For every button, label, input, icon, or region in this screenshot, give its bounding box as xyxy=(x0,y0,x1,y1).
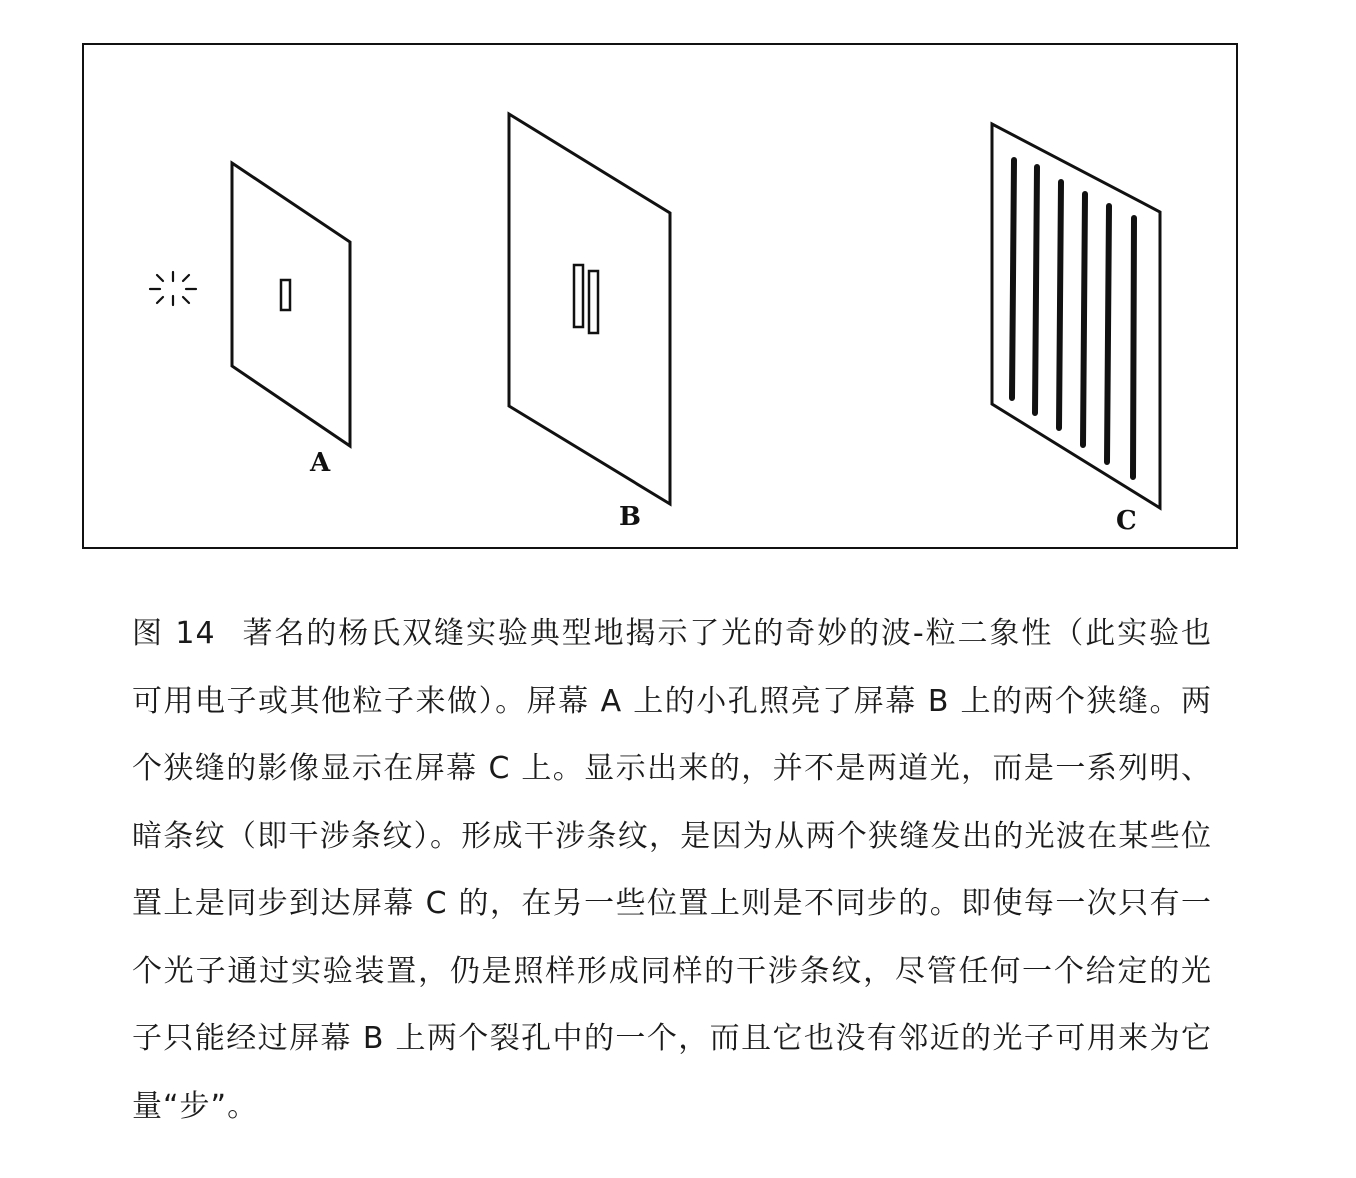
caption-text: 著名的杨氏双缝实验典型地揭示了光的奇妙的波-粒二象性（此实验也可用电子或其他粒子来做）。屏幕 A 上的小孔照亮了屏幕 B 上的两个狭缝。两个狭缝的影像显示在屏幕 C 上。显示出来的，并不是两道光，而是一系列明、暗条纹（即干涉条纹）。形成干涉条纹，是因为从两个狭缝发出的光波在某些位置上是同步到达屏幕 C 的，在另一些位置上则是不同步的。即使每一次只有一个光子通过实验装置，仍是照样形成同样的干涉条纹，尽管任何一个给定的光子只能经过屏幕 B 上两个裂孔中的一个，而且它也没有邻近的光子可用来为它量“步”。 xyxy=(132,616,1212,1124)
slit-left xyxy=(574,265,583,327)
figure-number: 图 14 xyxy=(132,616,216,651)
fringe xyxy=(1107,206,1109,462)
panel-label-c: C xyxy=(1116,506,1137,536)
screen-a xyxy=(232,163,350,446)
panel-label-b: B xyxy=(619,502,641,532)
fringe xyxy=(1012,160,1014,398)
fringe xyxy=(1035,167,1037,413)
fringe xyxy=(1133,218,1134,477)
fringe xyxy=(1083,194,1085,445)
screen-b xyxy=(509,114,670,504)
fringe xyxy=(1059,182,1061,428)
panel-label-a: A xyxy=(310,448,331,478)
figure-illustration xyxy=(0,0,1356,560)
screen-c xyxy=(992,124,1160,508)
light-burst-icon xyxy=(150,272,196,305)
slit-right xyxy=(589,271,598,333)
pinhole xyxy=(281,280,290,310)
figure-caption xyxy=(132,600,1212,1140)
